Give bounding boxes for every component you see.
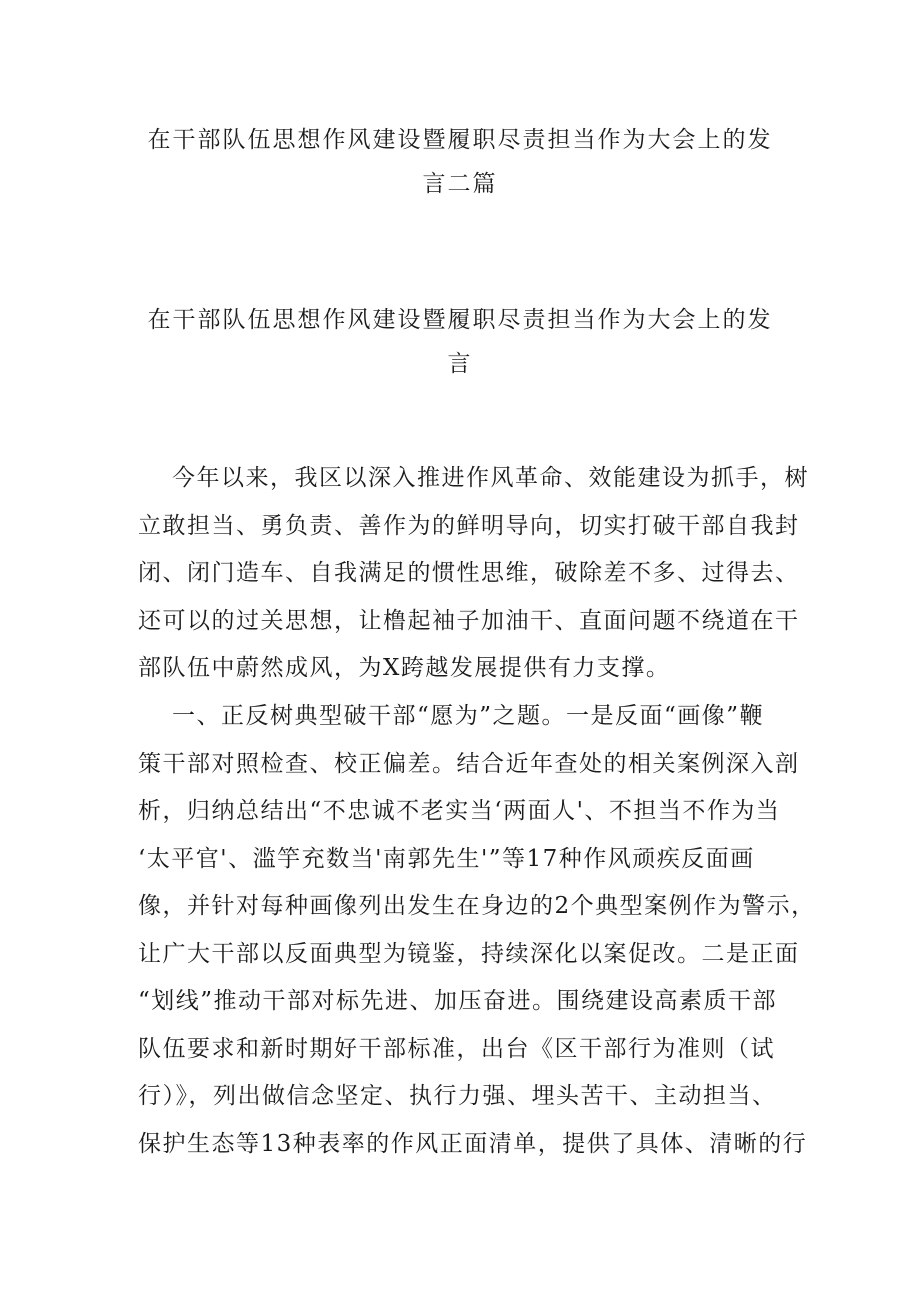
text-line: 保护生态等13种表率的作风正面清单，提供了具体、清晰的行 (138, 1130, 808, 1157)
text-line: 像，并针对每种画像列出发生在身边的2个典型案例作为警示， (138, 893, 816, 919)
paragraph-intro (138, 455, 809, 693)
title-line: 言 (447, 351, 473, 377)
paragraph-section-one (138, 693, 816, 1168)
text-line: ‘太平官'、滥竽充数当'南郭先生'”等17种作风顽疾反面画 (138, 845, 755, 872)
text-line: 队伍要求和新时期好干部标准，出台《区干部行为准则（试 (138, 1035, 775, 1062)
document-title (140, 118, 780, 206)
text-line: 还可以的过关思想，让橹起袖子加油干、直面问题不绕道在干 (138, 607, 800, 634)
text-line: 让广大干部以反面典型为镜鉴，持续深化以案促改。二是正面 (138, 940, 800, 967)
section-title (140, 298, 780, 386)
text-line: 立敢担当、勇负责、善作为的鲜明导向，切实打破干部自我封 (138, 512, 800, 539)
title-line: 在干部队伍思想作风建设暨履职尽责担当作为大会上的发 (147, 127, 773, 153)
text-line: 部队伍中蔚然成风，为X跨越发展提供有力支撑。 (138, 655, 671, 681)
text-line: 策干部对照检查、校正偏差。结合近年查处的相关案例深入剖 (138, 750, 800, 777)
title-line: 在干部队伍思想作风建设暨履职尽责担当作为大会上的发 (147, 307, 773, 333)
text-line: “划线”推动干部对标先进、加压奋进。围绕建设高素质干部 (138, 988, 778, 1014)
text-line: 行）》，列出做信念坚定、执行力强、埋头苦干、主动担当、 (138, 1083, 777, 1109)
text-line: 今年以来，我区以深入推进作风革命、效能建设为抓手，树 (172, 465, 809, 491)
text-line: 一、正反树典型破干部“愿为”之题。一是反面“画像”鞭 (172, 703, 765, 729)
title-line: 言二篇 (422, 171, 498, 197)
text-line: 析，归纳总结出“不忠诚不老实当‘两面人'、不担当不作为当 (138, 798, 781, 824)
text-line: 闭、闭门造车、自我满足的惯性思维，破除差不多、过得去、 (138, 560, 800, 586)
